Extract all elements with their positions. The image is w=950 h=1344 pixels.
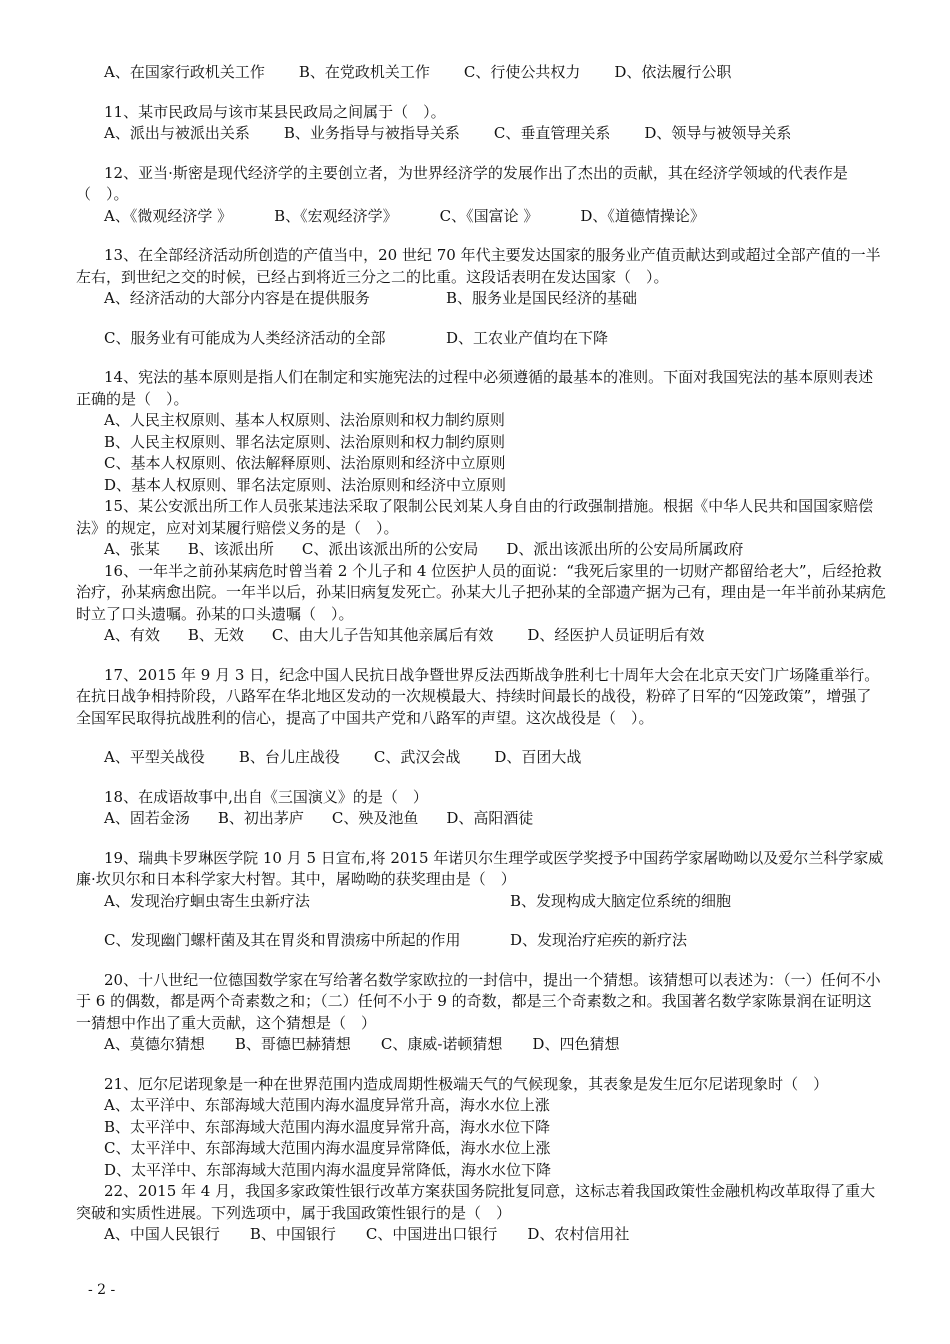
q18-option-b: B、初出茅庐: [217, 809, 304, 827]
q16-options: [76, 625, 886, 647]
q17-stem: 17、2015 年 9 月 3 日，纪念中国人民抗日战争暨世界反法西斯战争胜利七十周年大会在北京天安门广场隆重举行。在抗日战争相持阶段，八路军在华北地区发动的一次规模最大、持续时间最长的战役，粉碎了日军的“囚笼政策”，增强了全国军民取得抗战胜利的信心，提高了中国共产党和八路军的声望。这次战役是（ ）。: [76, 665, 880, 727]
q12-option-a: A、《微观经济学 》: [104, 206, 233, 225]
q17-option-b: B、台儿庄战役: [238, 748, 340, 766]
q12-stem: 12、亚当·斯密是现代经济学的主要创立者，为世界经济学的发展作出了杰出的贡献，其在经济学领域的代表作是（ ）。: [76, 163, 848, 203]
q15-option-b: B、该派出所: [187, 540, 274, 558]
q18-stem: 18、在成语故事中,出自《三国演义》的是（ ）: [104, 787, 428, 806]
q11-option-d: D、领导与被领导关系: [644, 124, 792, 142]
q22-stem: 22、2015 年 4 月，我国多家政策性银行改革方案获国务院批复同意，这标志着我国政策性金融机构改革取得了重大突破和实质性进展。下列选项中，属于我国政策性银行的是（ ）: [76, 1182, 876, 1222]
q21-option-a: A、太平洋中、东部海域大范围内海水温度异常升高，海水水位上涨: [104, 1096, 550, 1114]
question-list: [76, 62, 886, 1246]
q18-option-a: A、固若金汤: [104, 809, 190, 827]
q13-option-b: B、服务业是国民经济的基础: [446, 289, 638, 307]
q13-option-a: A、经济活动的大部分内容是在提供服务: [104, 289, 370, 307]
q13-stem: 13、在全部经济活动所创造的产值当中，20 世纪 70 年代主要发达国家的服务业产值贡献达到或超过全部产值的一半左右，到世纪之交的时候，已经占到将近三分之二的比重。这段话表明在发达国家（ ）。: [76, 246, 881, 286]
q18-option-d: D、高阳酒徒: [446, 809, 534, 827]
q11-option-c: C、垂直管理关系: [493, 124, 611, 142]
page-number: - 2 -: [88, 1282, 116, 1298]
q22-options: [76, 1224, 886, 1246]
q20-options: [76, 1034, 886, 1056]
q10-option-a: A、在国家行政机关工作: [104, 63, 265, 81]
q20-option-c: C、康威-诺顿猜想: [380, 1035, 503, 1053]
q11-option-b: B、业务指导与被指导关系: [283, 124, 460, 142]
q15-option-a: A、张某: [104, 540, 160, 558]
q14-option-c: C、基本人权原则、依法解释原则、法治原则和经济中立原则: [104, 454, 506, 472]
q18-option-c: C、殃及池鱼: [331, 809, 419, 827]
q14-option-b: B、人民主权原则、罪名法定原则、法治原则和权力制约原则: [104, 432, 506, 451]
q19-option-c: C、发现幽门螺杆菌及其在胃炎和胃溃疡中所起的作用: [104, 931, 461, 949]
q22-option-a: A、中国人民银行: [104, 1225, 220, 1243]
q15-option-d: D、派出该派出所的公安局所属政府: [506, 540, 744, 558]
q14-stem: 14、宪法的基本原则是指人们在制定和实施宪法的过程中必须遵循的最基本的准则。下面对我国宪法的基本原则表述正确的是（ ）。: [76, 368, 874, 408]
q15-stem: 15、某公安派出所工作人员张某违法采取了限制公民刘某人身自由的行政强制措施。根据《中华人民共和国国家赔偿法》的规定，应对刘某履行赔偿义务的是（ ）。: [76, 497, 874, 537]
q19-option-d: D、发现治疗疟疾的新疗法: [510, 931, 688, 949]
q17-option-d: D、百团大战: [494, 748, 582, 766]
q11-option-a: A、派出与被派出关系: [104, 124, 250, 142]
q14-options: [76, 410, 886, 496]
q12-options: [76, 206, 886, 228]
q16-option-a: A、有效: [104, 626, 160, 644]
q16-stem: 16、一年半之前孙某病危时曾当着 2 个儿子和 4 位医护人员的面说：“我死后家里的一切财产都留给老大”，后经抢救治疗，孙某病愈出院。一年半以后，孙某旧病复发死亡。孙某大儿子把孙某的全部遗产据为己有，理由是一年半前孙某病危时立了口头遗嘱。孙某的口头遗嘱（ ）。: [76, 561, 887, 623]
q12-option-b: B、《宏观经济学》: [274, 206, 398, 225]
q18-options: [76, 808, 886, 830]
q15-options: [76, 539, 886, 561]
q19-option-b: B、发现构成大脑定位系统的细胞: [510, 891, 732, 910]
q21-option-b: B、太平洋中、东部海域大范围内海水温度异常升高，海水水位下降: [104, 1117, 551, 1136]
q10-option-b: B、在党政机关工作: [298, 63, 430, 81]
q17-option-a: A、平型关战役: [104, 748, 205, 766]
q13-options-row2: [76, 328, 886, 350]
q21-options: [76, 1095, 886, 1181]
q12-option-c: C、《国富论 》: [439, 206, 539, 225]
q13-options-row1: [76, 288, 886, 310]
q13-option-c: C、服务业有可能成为人类经济活动的全部: [104, 328, 386, 347]
q10-option-d: D、依法履行公职: [614, 63, 732, 81]
q15-option-c: C、派出该派出所的公安局: [301, 540, 479, 558]
q13-option-d: D、工农业产值均在下降: [446, 328, 609, 347]
q22-option-d: D、农村信用社: [527, 1225, 630, 1243]
q16-option-b: B、无效: [187, 626, 244, 644]
q14-option-a: A、人民主权原则、基本人权原则、法治原则和权力制约原则: [104, 411, 505, 429]
q22-option-b: B、中国银行: [249, 1225, 336, 1243]
q11-stem: 11、某市民政局与该市某县民政局之间属于（ ）。: [104, 102, 446, 121]
q19-options-row1: [76, 891, 886, 913]
q19-stem: 19、瑞典卡罗琳医学院 10 月 5 日宣布,将 2015 年诺贝尔生理学或医学奖授予中国药学家屠呦呦以及爱尔兰科学家威廉·坎贝尔和日本科学家大村智。其中，屠呦呦的获奖理由是（ ）: [76, 848, 884, 888]
q12-option-d: D、《道德情操论》: [580, 206, 705, 225]
q20-option-a: A、莫德尔猜想: [104, 1035, 205, 1053]
q17-options: [76, 747, 886, 769]
q21-option-d: D、太平洋中、东部海域大范围内海水温度异常降低，海水水位下降: [104, 1160, 552, 1179]
q10-option-c: C、行使公共权力: [463, 63, 581, 81]
q20-option-b: B、哥德巴赫猜想: [234, 1035, 351, 1053]
q21-stem: 21、厄尔尼诺现象是一种在世界范围内造成周期性极端天气的气候现象，其表象是发生厄尔尼诺现象时（ ）: [104, 1074, 829, 1093]
q14-option-d: D、基本人权原则、罪名法定原则、法治原则和经济中立原则: [104, 475, 507, 494]
q21-option-c: C、太平洋中、东部海域大范围内海水温度异常降低，海水水位上涨: [104, 1139, 551, 1157]
q20-option-d: D、四色猜想: [532, 1035, 620, 1053]
q11-options: [76, 123, 886, 145]
q20-stem: 20、十八世纪一位德国数学家在写给著名数学家欧拉的一封信中，提出一个猜想。该猜想可以表述为：（一）任何不小于 6 的偶数，都是两个奇素数之和；（二）任何不小于 9 的奇数，都是三个奇素数之和。我国著名数学家陈景润在证明这一猜想中作出了重大贡献，这个猜想是（ ）: [76, 970, 881, 1032]
q16-option-d: D、经医护人员证明后有效: [527, 626, 705, 644]
q10-options: [76, 62, 886, 84]
q22-option-c: C、中国进出口银行: [365, 1225, 498, 1243]
q17-option-c: C、武汉会战: [373, 748, 461, 766]
q19-option-a: A、发现治疗蛔虫寄生虫新疗法: [104, 891, 310, 910]
q19-options-row2: [76, 930, 886, 952]
q16-option-c: C、由大儿子告知其他亲属后有效: [271, 626, 494, 644]
